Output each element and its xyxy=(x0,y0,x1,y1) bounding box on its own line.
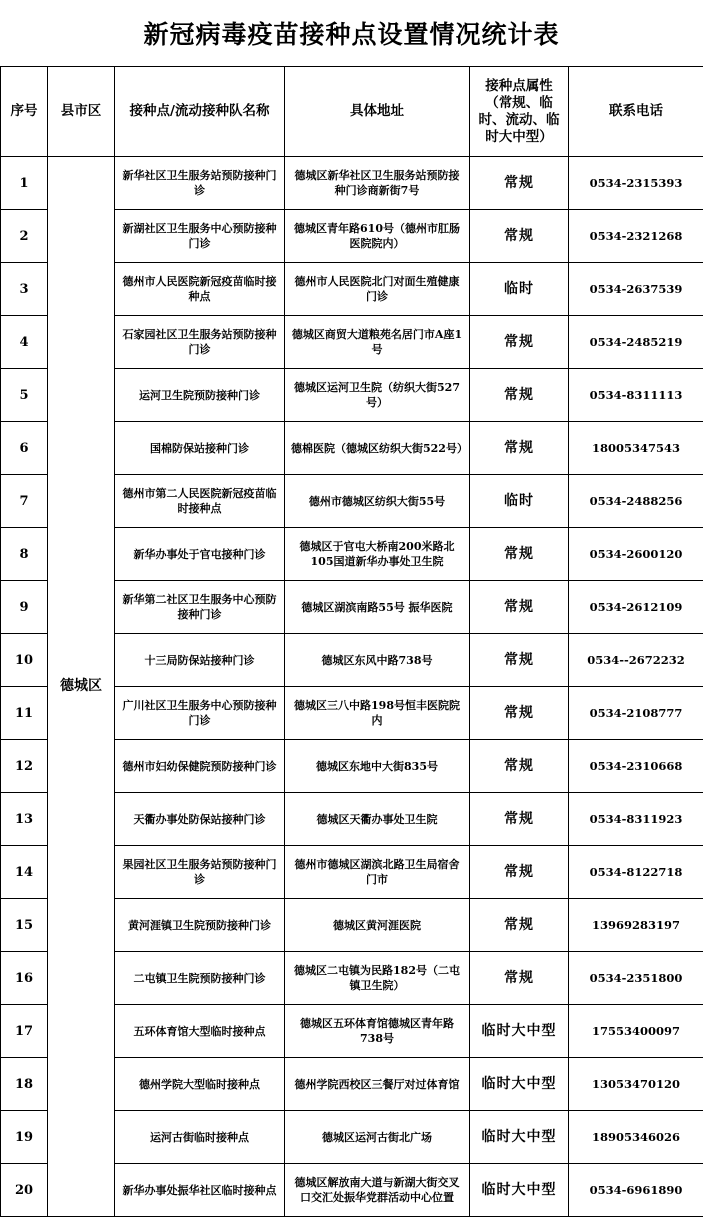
row-attribute: 常规 xyxy=(470,952,569,1005)
row-attribute: 常规 xyxy=(470,687,569,740)
row-no: 13 xyxy=(1,793,48,846)
county-cell: 德城区 xyxy=(48,157,115,1217)
row-attribute: 常规 xyxy=(470,210,569,263)
row-site-name: 新华办事处于官屯接种门诊 xyxy=(115,528,285,581)
row-site-name: 五环体育馆大型临时接种点 xyxy=(115,1005,285,1058)
row-phone: 0534--2672232 xyxy=(569,634,703,687)
row-site-name: 德州市妇幼保健院预防接种门诊 xyxy=(115,740,285,793)
row-site-name: 二屯镇卫生院预防接种门诊 xyxy=(115,952,285,1005)
row-address: 德城区天衢办事处卫生院 xyxy=(285,793,470,846)
row-no: 10 xyxy=(1,634,48,687)
row-attribute: 常规 xyxy=(470,846,569,899)
row-no: 3 xyxy=(1,263,48,316)
row-site-name: 广川社区卫生服务中心预防接种门诊 xyxy=(115,687,285,740)
header-name: 接种点/流动接种队名称 xyxy=(115,67,285,157)
row-address: 德城区五环体育馆德城区青年路738号 xyxy=(285,1005,470,1058)
row-no: 1 xyxy=(1,157,48,210)
row-address: 德州市人民医院北门对面生殖健康门诊 xyxy=(285,263,470,316)
row-attribute: 常规 xyxy=(470,422,569,475)
row-address: 德城区解放南大道与新湖大街交叉口交汇处振华党群活动中心位置 xyxy=(285,1164,470,1217)
row-attribute: 临时大中型 xyxy=(470,1005,569,1058)
row-attribute: 常规 xyxy=(470,528,569,581)
row-no: 4 xyxy=(1,316,48,369)
row-site-name: 十三局防保站接种门诊 xyxy=(115,634,285,687)
row-no: 17 xyxy=(1,1005,48,1058)
row-no: 2 xyxy=(1,210,48,263)
row-address: 德城区青年路610号（德州市肛肠医院院内） xyxy=(285,210,470,263)
vaccination-sites-table xyxy=(0,66,703,1217)
row-phone: 0534-2351800 xyxy=(569,952,703,1005)
row-address: 德城区湖滨南路55号 振华医院 xyxy=(285,581,470,634)
row-address: 德州学院西校区三餐厅对过体育馆 xyxy=(285,1058,470,1111)
row-address: 德州市德城区湖滨北路卫生局宿舍门市 xyxy=(285,846,470,899)
row-phone: 0534-2612109 xyxy=(569,581,703,634)
row-no: 9 xyxy=(1,581,48,634)
row-phone: 0534-2637539 xyxy=(569,263,703,316)
header-no: 序号 xyxy=(1,67,48,157)
row-site-name: 新华第二社区卫生服务中心预防接种门诊 xyxy=(115,581,285,634)
row-phone: 0534-2485219 xyxy=(569,316,703,369)
row-address: 德棉医院（德城区纺织大街522号） xyxy=(285,422,470,475)
row-phone: 0534-8311923 xyxy=(569,793,703,846)
header-attr: 接种点属性（常规、临时、流动、临时大中型） xyxy=(470,67,569,157)
row-no: 16 xyxy=(1,952,48,1005)
header-phone: 联系电话 xyxy=(569,67,703,157)
row-phone: 18905346026 xyxy=(569,1111,703,1164)
row-phone: 18005347543 xyxy=(569,422,703,475)
row-phone: 0534-2600120 xyxy=(569,528,703,581)
row-no: 7 xyxy=(1,475,48,528)
row-no: 19 xyxy=(1,1111,48,1164)
row-no: 6 xyxy=(1,422,48,475)
row-attribute: 常规 xyxy=(470,157,569,210)
row-site-name: 德州市第二人民医院新冠疫苗临时接种点 xyxy=(115,475,285,528)
table-body xyxy=(1,157,703,1217)
row-site-name: 石家园社区卫生服务站预防接种门诊 xyxy=(115,316,285,369)
row-attribute: 常规 xyxy=(470,634,569,687)
row-site-name: 国棉防保站接种门诊 xyxy=(115,422,285,475)
row-address: 德州市德城区纺织大街55号 xyxy=(285,475,470,528)
row-phone: 0534-2108777 xyxy=(569,687,703,740)
row-address: 德城区于官屯大桥南200米路北105国道新华办事处卫生院 xyxy=(285,528,470,581)
row-site-name: 新华办事处振华社区临时接种点 xyxy=(115,1164,285,1217)
row-no: 14 xyxy=(1,846,48,899)
row-phone: 0534-6961890 xyxy=(569,1164,703,1217)
row-attribute: 常规 xyxy=(470,899,569,952)
row-phone: 13969283197 xyxy=(569,899,703,952)
row-site-name: 运河卫生院预防接种门诊 xyxy=(115,369,285,422)
table-header-row xyxy=(1,67,703,157)
row-attribute: 常规 xyxy=(470,369,569,422)
row-address: 德城区黄河涯医院 xyxy=(285,899,470,952)
row-no: 15 xyxy=(1,899,48,952)
row-phone: 0534-8122718 xyxy=(569,846,703,899)
row-attribute: 临时 xyxy=(470,475,569,528)
row-attribute: 临时大中型 xyxy=(470,1058,569,1111)
row-no: 18 xyxy=(1,1058,48,1111)
row-attribute: 临时 xyxy=(470,263,569,316)
row-no: 5 xyxy=(1,369,48,422)
row-phone: 0534-2488256 xyxy=(569,475,703,528)
row-address: 德城区新华社区卫生服务站预防接种门诊商新街7号 xyxy=(285,157,470,210)
row-attribute: 临时大中型 xyxy=(470,1164,569,1217)
row-address: 德城区二屯镇为民路182号（二屯镇卫生院） xyxy=(285,952,470,1005)
header-county: 县市区 xyxy=(48,67,115,157)
row-phone: 13053470120 xyxy=(569,1058,703,1111)
row-site-name: 天衢办事处防保站接种门诊 xyxy=(115,793,285,846)
row-attribute: 常规 xyxy=(470,581,569,634)
row-site-name: 黄河涯镇卫生院预防接种门诊 xyxy=(115,899,285,952)
row-no: 12 xyxy=(1,740,48,793)
row-phone: 0534-2310668 xyxy=(569,740,703,793)
row-address: 德城区三八中路198号恒丰医院院内 xyxy=(285,687,470,740)
row-site-name: 德州市人民医院新冠疫苗临时接种点 xyxy=(115,263,285,316)
row-site-name: 果园社区卫生服务站预防接种门诊 xyxy=(115,846,285,899)
page-title: 新冠病毒疫苗接种点设置情况统计表 xyxy=(143,20,560,49)
header-address: 具体地址 xyxy=(285,67,470,157)
row-address: 德城区东风中路738号 xyxy=(285,634,470,687)
row-site-name: 运河古街临时接种点 xyxy=(115,1111,285,1164)
row-site-name: 新湖社区卫生服务中心预防接种门诊 xyxy=(115,210,285,263)
row-phone: 0534-2315393 xyxy=(569,157,703,210)
row-address: 德城区运河卫生院（纺织大街527号） xyxy=(285,369,470,422)
row-site-name: 德州学院大型临时接种点 xyxy=(115,1058,285,1111)
row-no: 8 xyxy=(1,528,48,581)
row-phone: 0534-8311113 xyxy=(569,369,703,422)
row-phone: 0534-2321268 xyxy=(569,210,703,263)
row-attribute: 常规 xyxy=(470,740,569,793)
row-address: 德城区东地中大街835号 xyxy=(285,740,470,793)
row-attribute: 常规 xyxy=(470,793,569,846)
row-phone: 17553400097 xyxy=(569,1005,703,1058)
row-no: 20 xyxy=(1,1164,48,1217)
row-address: 德城区运河古街北广场 xyxy=(285,1111,470,1164)
row-address: 德城区商贸大道粮苑名居门市A座1号 xyxy=(285,316,470,369)
row-attribute: 常规 xyxy=(470,316,569,369)
row-attribute: 临时大中型 xyxy=(470,1111,569,1164)
table-row xyxy=(1,157,703,210)
row-no: 11 xyxy=(1,687,48,740)
row-site-name: 新华社区卫生服务站预防接种门诊 xyxy=(115,157,285,210)
